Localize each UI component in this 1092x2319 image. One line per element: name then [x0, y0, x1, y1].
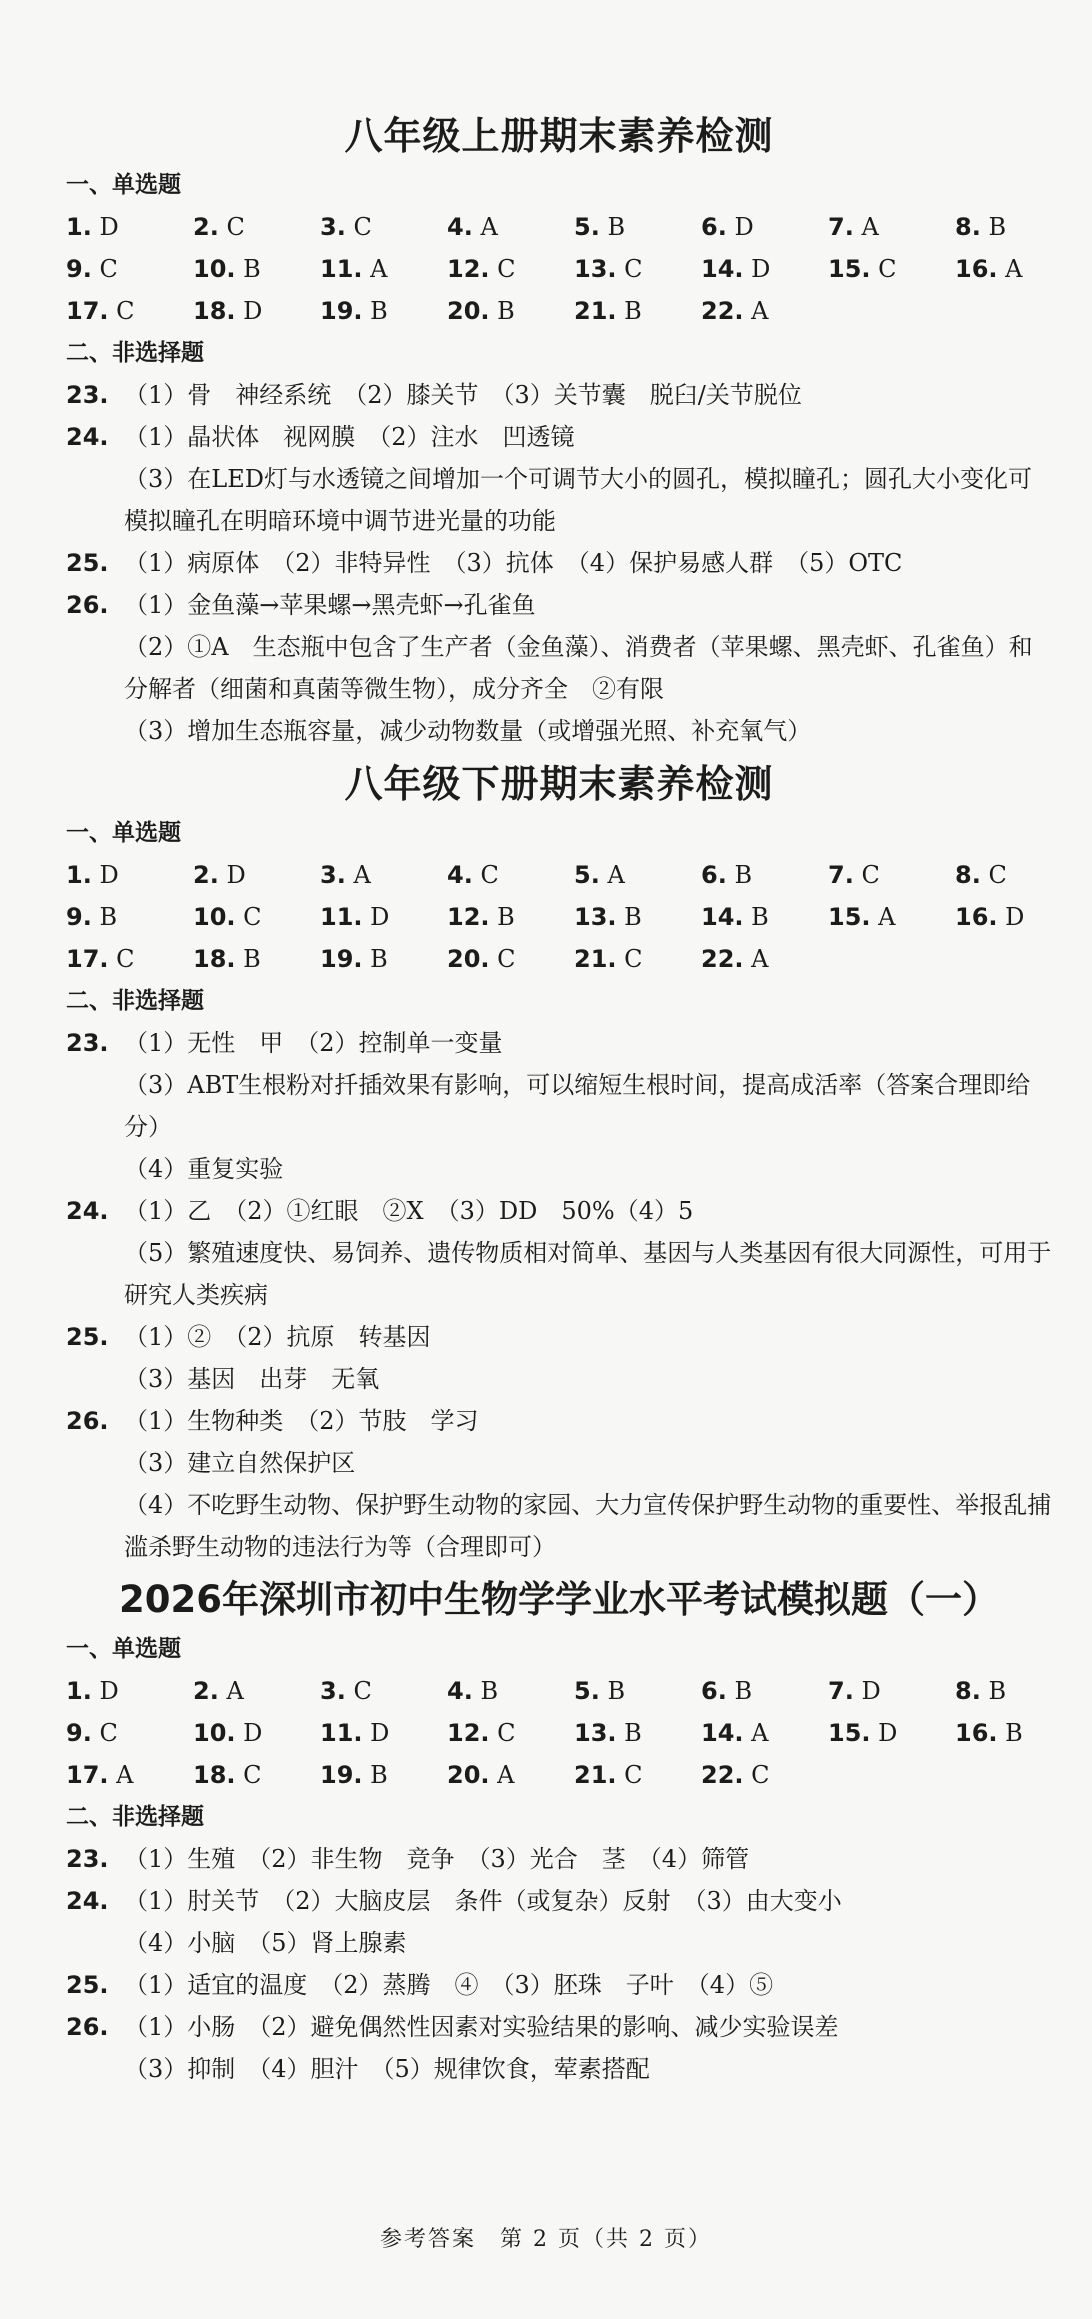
answer-line: （1）适宜的温度 （2）蒸腾 ④ （3）胚珠 子叶 （4）⑤ — [124, 1971, 774, 1999]
answer-letter: C — [861, 861, 880, 889]
question-number: 20. — [447, 1761, 490, 1789]
answer-letter: B — [1005, 1719, 1023, 1747]
answer-letter: B — [480, 1677, 499, 1705]
mc-answer — [66, 297, 193, 325]
open-question — [66, 2006, 1052, 2090]
answer-letter: B — [988, 213, 1007, 241]
mc-answer — [574, 1719, 701, 1747]
answer-line: （4）重复实验 — [124, 1155, 284, 1183]
question-number: 9. — [66, 255, 92, 283]
mc-answer — [828, 1719, 955, 1747]
answer-letter: D — [751, 255, 771, 283]
answer-line: （1）金鱼藻→苹果螺→黑壳虾→孔雀鱼 — [124, 591, 536, 619]
question-answer — [124, 1400, 1052, 1568]
mc-answer — [574, 945, 701, 973]
answer-letter: C — [480, 861, 499, 889]
question-number: 8. — [955, 861, 981, 889]
answer-letter: D — [734, 213, 754, 241]
question-number: 5. — [574, 1677, 600, 1705]
answer-letter: B — [370, 297, 388, 325]
question-number: 4. — [447, 213, 473, 241]
sections-container — [66, 108, 1052, 2090]
question-number: 3. — [320, 213, 346, 241]
answer-letter: B — [497, 297, 515, 325]
answer-letter: A — [751, 1719, 769, 1747]
mc-answer — [447, 861, 574, 889]
mc-answer — [955, 1719, 1082, 1747]
mc-answer — [320, 1719, 447, 1747]
mc-answer — [701, 861, 828, 889]
question-number: 2. — [193, 1677, 219, 1705]
answer-letter: C — [116, 945, 135, 973]
answer-letter: D — [243, 1719, 263, 1747]
question-number: 12. — [447, 1719, 490, 1747]
mc-answer — [574, 1761, 701, 1789]
answer-letter: C — [353, 1677, 372, 1705]
question-number: 13. — [574, 903, 617, 931]
question-number: 26. — [66, 591, 109, 619]
non-multiple-choice-label: 二、非选择题 — [66, 340, 204, 366]
mc-answer — [193, 903, 320, 931]
mc-answer — [66, 903, 193, 931]
question-number: 7. — [828, 1677, 854, 1705]
answer-letter: C — [624, 255, 643, 283]
mc-answer — [701, 1719, 828, 1747]
mc-answer — [701, 255, 828, 283]
mc-answer — [955, 213, 1082, 241]
question-number: 24. — [66, 423, 109, 451]
answer-letter: A — [878, 903, 896, 931]
mc-answer — [574, 213, 701, 241]
mc-answer — [193, 213, 320, 241]
answer-line: （1）肘关节 （2）大脑皮层 条件（或复杂）反射 （3）由大变小 — [124, 1887, 842, 1915]
mc-answer-row — [66, 896, 1052, 938]
answer-letter: A — [607, 861, 625, 889]
question-answer — [124, 1838, 1052, 1880]
answer-letter: B — [370, 945, 388, 973]
answer-letter: A — [1005, 255, 1023, 283]
mc-answer — [574, 297, 701, 325]
answer-line: （4）小脑 （5）肾上腺素 — [124, 1929, 407, 1957]
question-number: 24. — [66, 1887, 109, 1915]
question-answer — [124, 1964, 1052, 2006]
question-number: 14. — [701, 903, 744, 931]
answer-letter: B — [988, 1677, 1007, 1705]
answer-line: （1）生殖 （2）非生物 竞争 （3）光合 茎 （4）筛管 — [124, 1845, 750, 1873]
mc-answer — [701, 1761, 828, 1789]
question-number: 21. — [574, 297, 617, 325]
answer-letter: A — [226, 1677, 244, 1705]
page-footer: 参考答案 第 2 页（共 2 页） — [380, 2227, 712, 2252]
question-number: 12. — [447, 255, 490, 283]
question-answer — [124, 1190, 1052, 1316]
mc-answer — [701, 945, 828, 973]
question-answer — [124, 1022, 1052, 1190]
answer-letter: D — [370, 903, 390, 931]
question-number: 2. — [193, 213, 219, 241]
answer-letter: B — [607, 213, 626, 241]
question-number: 18. — [193, 1761, 236, 1789]
mc-answer — [828, 255, 955, 283]
multiple-choice-label: 一、单选题 — [66, 172, 181, 198]
open-question — [66, 1880, 1052, 1964]
question-number: 10. — [193, 903, 236, 931]
question-number: 22. — [701, 297, 744, 325]
answer-letter: A — [497, 1761, 515, 1789]
answer-line: （1）骨 神经系统 （2）膝关节 （3）关节囊 脱臼/关节脱位 — [124, 381, 802, 409]
answer-letter: B — [751, 903, 769, 931]
mc-answer — [955, 255, 1082, 283]
answer-letter: C — [988, 861, 1007, 889]
question-number: 9. — [66, 1719, 92, 1747]
section-title: 八年级上册期末素养检测 — [344, 114, 774, 158]
answer-letter: B — [243, 945, 261, 973]
question-answer — [124, 584, 1052, 752]
answer-letter: A — [480, 213, 498, 241]
question-number: 4. — [447, 1677, 473, 1705]
answer-section — [66, 756, 1052, 1568]
mc-answer — [574, 1677, 701, 1705]
answer-letter: D — [1005, 903, 1025, 931]
answer-letter: B — [624, 1719, 642, 1747]
question-number: 10. — [193, 255, 236, 283]
answer-letter: A — [751, 945, 769, 973]
answer-letter: A — [861, 213, 879, 241]
open-question — [66, 1190, 1052, 1316]
question-number: 20. — [447, 945, 490, 973]
mc-answer-row — [66, 938, 1052, 980]
mc-answer — [66, 255, 193, 283]
question-number: 17. — [66, 945, 109, 973]
mc-answer — [193, 861, 320, 889]
mc-answer — [447, 945, 574, 973]
question-number: 5. — [574, 213, 600, 241]
mc-answer — [320, 213, 447, 241]
mc-answer — [66, 945, 193, 973]
answer-line: （1）② （2）抗原 转基因 — [124, 1323, 431, 1351]
answer-letter: B — [497, 903, 515, 931]
mc-answer — [447, 1719, 574, 1747]
question-number: 13. — [574, 255, 617, 283]
mc-answer — [193, 255, 320, 283]
answer-line: （3）在LED灯与水透镜之间增加一个可调节大小的圆孔，模拟瞳孔；圆孔大小变化可模拟瞳孔在明暗环境中调节进光量的功能 — [124, 465, 1032, 535]
answer-line: （3）基因 出芽 无氧 — [124, 1365, 380, 1393]
answer-letter: C — [624, 945, 643, 973]
answer-letter: B — [624, 297, 642, 325]
mc-answer — [701, 903, 828, 931]
answer-letter: D — [243, 297, 263, 325]
answer-letter: D — [226, 861, 246, 889]
answer-line: （3）增加生态瓶容量，减少动物数量（或增强光照、补充氧气） — [124, 717, 812, 745]
mc-answer-row — [66, 206, 1052, 248]
mc-answer — [574, 903, 701, 931]
question-number: 3. — [320, 861, 346, 889]
answer-letter: D — [861, 1677, 881, 1705]
question-number: 23. — [66, 1845, 109, 1873]
mc-answer — [320, 945, 447, 973]
question-number: 19. — [320, 945, 363, 973]
question-number: 25. — [66, 1323, 109, 1351]
mc-answer — [955, 861, 1082, 889]
mc-answer — [66, 213, 193, 241]
answer-letter: B — [624, 903, 642, 931]
question-number: 17. — [66, 297, 109, 325]
open-question — [66, 1964, 1052, 2006]
question-answer — [124, 1316, 1052, 1400]
answer-line: （1）小肠 （2）避免偶然性因素对实验结果的影响、减少实验误差 — [124, 2013, 839, 2041]
answer-letter: B — [99, 903, 118, 931]
multiple-choice-label: 一、单选题 — [66, 1636, 181, 1662]
question-number: 15. — [828, 1719, 871, 1747]
open-question — [66, 542, 1052, 584]
open-question — [66, 584, 1052, 752]
mc-answer-row — [66, 1754, 1052, 1796]
mc-answer — [320, 861, 447, 889]
answer-letter: C — [226, 213, 245, 241]
mc-answer — [447, 213, 574, 241]
answer-letter: C — [751, 1761, 770, 1789]
mc-answer — [447, 255, 574, 283]
question-number: 11. — [320, 1719, 363, 1747]
question-answer — [124, 2006, 1052, 2090]
question-number: 8. — [955, 1677, 981, 1705]
section-title: 八年级下册期末素养检测 — [344, 762, 774, 806]
question-number: 13. — [574, 1719, 617, 1747]
question-number: 4. — [447, 861, 473, 889]
multiple-choice-label: 一、单选题 — [66, 820, 181, 846]
mc-answer — [320, 255, 447, 283]
answer-line: （4）不吃野生动物、保护野生动物的家园、大力宣传保护野生动物的重要性、举报乱捕滥杀野生动物的违法行为等（合理即可） — [124, 1491, 1052, 1561]
question-number: 6. — [701, 1677, 727, 1705]
question-number: 15. — [828, 903, 871, 931]
question-number: 17. — [66, 1761, 109, 1789]
question-number: 19. — [320, 297, 363, 325]
mc-answer — [66, 861, 193, 889]
mc-answer — [193, 297, 320, 325]
answer-letter: A — [116, 1761, 134, 1789]
answer-line: （1）生物种类 （2）节肢 学习 — [124, 1407, 479, 1435]
question-number: 18. — [193, 297, 236, 325]
question-number: 20. — [447, 297, 490, 325]
answer-letter: D — [99, 861, 119, 889]
question-number: 12. — [447, 903, 490, 931]
mc-answer-row — [66, 1670, 1052, 1712]
answer-letter: B — [607, 1677, 626, 1705]
answer-letter: B — [243, 255, 261, 283]
mc-answer — [447, 297, 574, 325]
answer-line: （1）乙 （2）①红眼 ②X （3）DD 50%（4）5 — [124, 1197, 694, 1225]
answer-letter: C — [243, 903, 262, 931]
answer-letter: C — [353, 213, 372, 241]
answer-letter: C — [878, 255, 897, 283]
mc-answer — [701, 1677, 828, 1705]
answer-letter: C — [497, 1719, 516, 1747]
answer-letter: B — [734, 861, 753, 889]
mc-answer — [193, 1761, 320, 1789]
question-number: 25. — [66, 1971, 109, 1999]
mc-answer — [828, 903, 955, 931]
mc-answer — [828, 1677, 955, 1705]
question-number: 21. — [574, 945, 617, 973]
question-number: 11. — [320, 255, 363, 283]
question-number: 5. — [574, 861, 600, 889]
question-number: 6. — [701, 213, 727, 241]
question-number: 2. — [193, 861, 219, 889]
mc-answer — [320, 903, 447, 931]
mc-answer — [828, 861, 955, 889]
question-number: 26. — [66, 1407, 109, 1435]
open-question — [66, 416, 1052, 542]
question-number: 23. — [66, 1029, 109, 1057]
open-question — [66, 374, 1052, 416]
question-number: 1. — [66, 213, 92, 241]
question-answer — [124, 1880, 1052, 1964]
answer-letter: C — [116, 297, 135, 325]
open-question — [66, 1838, 1052, 1880]
answer-letter: D — [370, 1719, 390, 1747]
question-number: 22. — [701, 945, 744, 973]
question-number: 7. — [828, 861, 854, 889]
answer-line: （1）晶状体 视网膜 （2）注水 凹透镜 — [124, 423, 575, 451]
answer-section — [66, 1572, 1052, 2090]
section-title: 2026年深圳市初中生物学学业水平考试模拟题（一） — [119, 1578, 999, 1621]
mc-answer — [955, 903, 1082, 931]
answer-line: （3）抑制 （4）胆汁 （5）规律饮食，荤素搭配 — [124, 2055, 650, 2083]
mc-answer — [447, 1677, 574, 1705]
open-question — [66, 1400, 1052, 1568]
answer-letter: C — [243, 1761, 262, 1789]
question-number: 3. — [320, 1677, 346, 1705]
answer-letter: A — [353, 861, 371, 889]
open-question — [66, 1316, 1052, 1400]
mc-answer-row — [66, 290, 1052, 332]
question-number: 16. — [955, 903, 998, 931]
non-multiple-choice-label: 二、非选择题 — [66, 1804, 204, 1830]
mc-answer — [447, 1761, 574, 1789]
mc-answer — [193, 945, 320, 973]
question-number: 7. — [828, 213, 854, 241]
question-number: 19. — [320, 1761, 363, 1789]
answer-letter: C — [624, 1761, 643, 1789]
non-multiple-choice-label: 二、非选择题 — [66, 988, 204, 1014]
answer-letter: C — [497, 945, 516, 973]
answer-line: （3）ABT生根粉对扦插效果有影响，可以缩短生根时间，提高成活率（答案合理即给分） — [124, 1071, 1031, 1141]
mc-answer — [701, 297, 828, 325]
question-number: 15. — [828, 255, 871, 283]
open-question — [66, 1022, 1052, 1190]
mc-answer — [701, 213, 828, 241]
question-number: 9. — [66, 903, 92, 931]
question-number: 10. — [193, 1719, 236, 1747]
question-answer — [124, 374, 1052, 416]
mc-answer — [66, 1761, 193, 1789]
mc-answer — [66, 1719, 193, 1747]
question-number: 22. — [701, 1761, 744, 1789]
answer-letter: C — [497, 255, 516, 283]
question-number: 8. — [955, 213, 981, 241]
answer-letter: C — [99, 255, 118, 283]
answer-letter: A — [370, 255, 388, 283]
mc-answer-row — [66, 1712, 1052, 1754]
question-number: 14. — [701, 255, 744, 283]
answer-line: （2）①A 生态瓶中包含了生产者（金鱼藻）、消费者（苹果螺、黑壳虾、孔雀鱼）和分解者（细菌和真菌等微生物），成分齐全 ②有限 — [124, 633, 1033, 703]
question-number: 21. — [574, 1761, 617, 1789]
answer-line: （1）病原体 （2）非特异性 （3）抗体 （4）保护易感人群 （5）OTC — [124, 549, 903, 577]
question-number: 16. — [955, 255, 998, 283]
mc-answer — [193, 1719, 320, 1747]
question-answer — [124, 416, 1052, 542]
answer-letter: D — [99, 213, 119, 241]
answer-letter: B — [734, 1677, 753, 1705]
question-number: 1. — [66, 861, 92, 889]
mc-answer — [574, 861, 701, 889]
answer-section — [66, 108, 1052, 752]
mc-answer — [955, 1677, 1082, 1705]
question-number: 25. — [66, 549, 109, 577]
answer-letter: D — [878, 1719, 898, 1747]
answer-letter: A — [751, 297, 769, 325]
question-number: 23. — [66, 381, 109, 409]
mc-answer — [66, 1677, 193, 1705]
mc-answer-row — [66, 854, 1052, 896]
question-number: 11. — [320, 903, 363, 931]
question-number: 24. — [66, 1197, 109, 1225]
question-number: 18. — [193, 945, 236, 973]
question-number: 6. — [701, 861, 727, 889]
answer-line: （3）建立自然保护区 — [124, 1449, 356, 1477]
question-number: 1. — [66, 1677, 92, 1705]
mc-answer — [828, 213, 955, 241]
mc-answer — [193, 1677, 320, 1705]
question-number: 14. — [701, 1719, 744, 1747]
question-number: 26. — [66, 2013, 109, 2041]
answer-letter: C — [99, 1719, 118, 1747]
answer-line: （5）繁殖速度快、易饲养、遗传物质相对简单、基因与人类基因有很大同源性，可用于研究人类疾病 — [124, 1239, 1052, 1309]
mc-answer — [320, 1677, 447, 1705]
mc-answer — [320, 1761, 447, 1789]
question-answer — [124, 542, 1052, 584]
mc-answer — [447, 903, 574, 931]
mc-answer-row — [66, 248, 1052, 290]
mc-answer — [320, 297, 447, 325]
answer-letter: D — [99, 1677, 119, 1705]
answer-letter: B — [370, 1761, 388, 1789]
answer-line: （1）无性 甲 （2）控制单一变量 — [124, 1029, 503, 1057]
question-number: 16. — [955, 1719, 998, 1747]
mc-answer — [574, 255, 701, 283]
